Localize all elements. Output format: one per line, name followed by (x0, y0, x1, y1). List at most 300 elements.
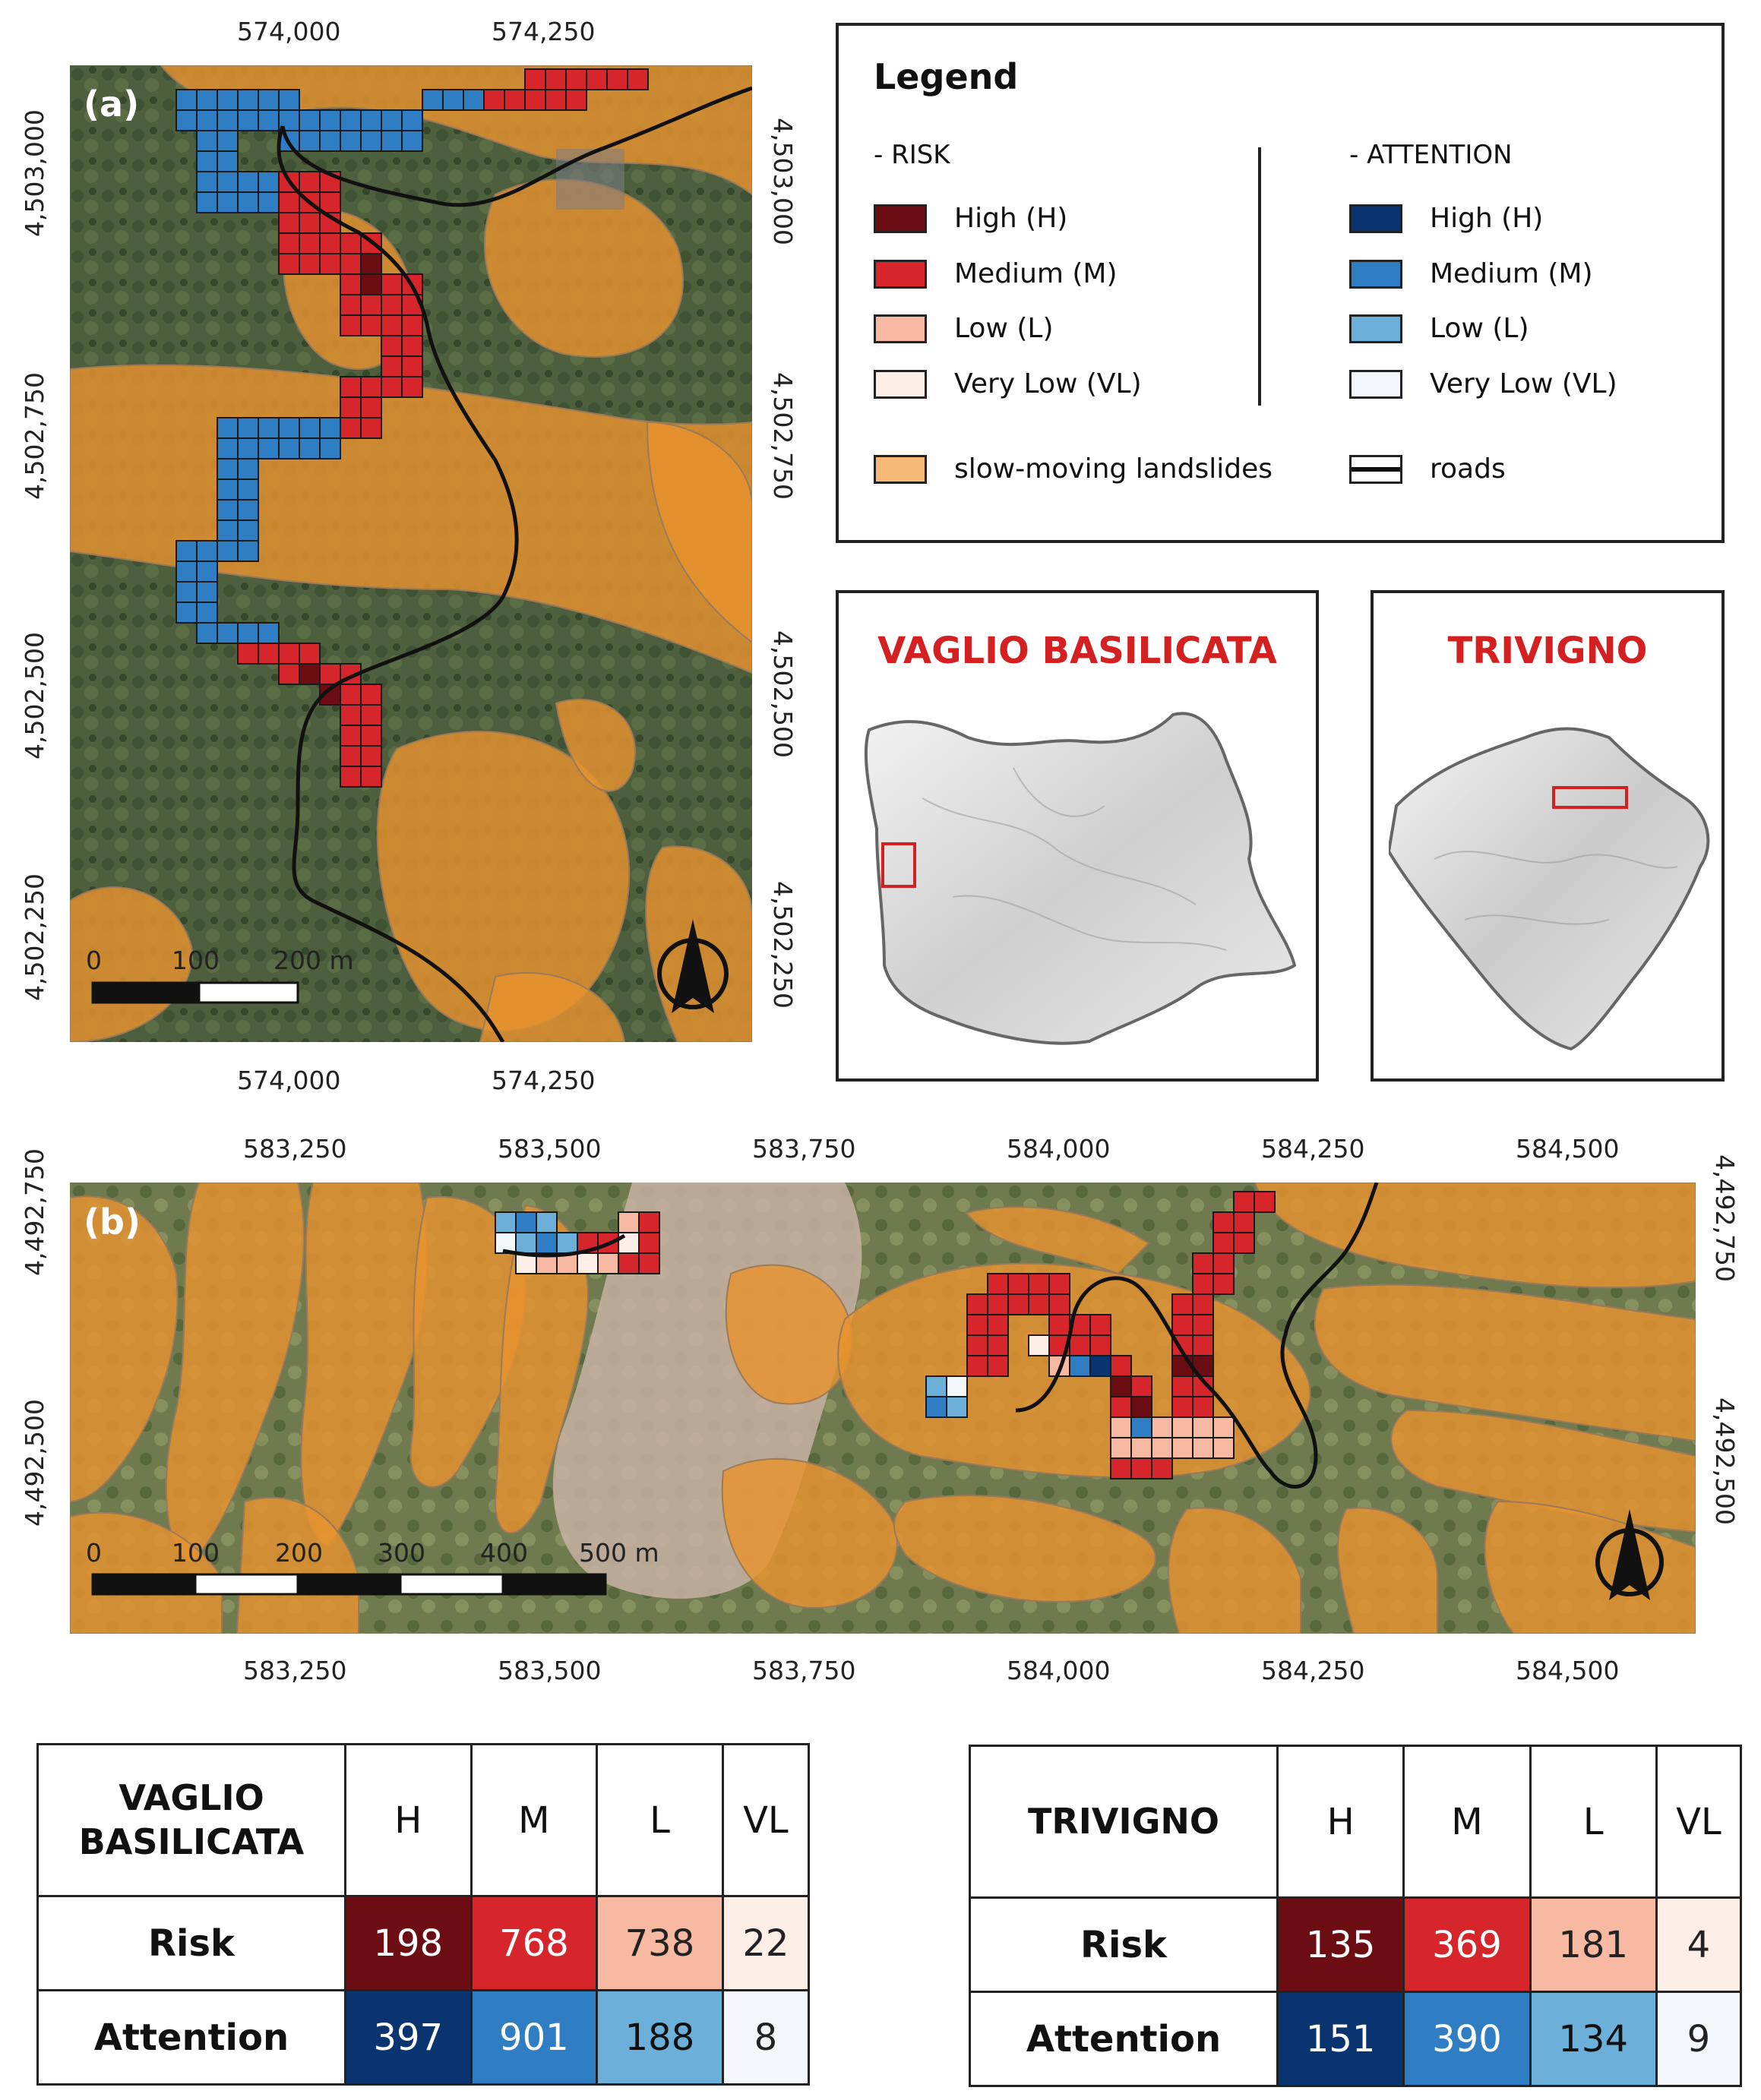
risk-cell (197, 541, 217, 561)
risk-cell (1193, 1294, 1213, 1315)
risk-cell (340, 110, 361, 131)
panel-b-xtick-top-2: 583,500 (498, 1134, 602, 1164)
legend-swatch (1349, 260, 1402, 289)
risk-cell (1131, 1397, 1152, 1417)
legend-label: High (H) (954, 203, 1068, 234)
risk-cell (197, 172, 217, 192)
risk-cell (279, 192, 299, 213)
risk-cell (217, 500, 238, 520)
risk-cell (217, 520, 238, 541)
risk-cell (238, 520, 258, 541)
risk-cell (1152, 1438, 1172, 1458)
risk-cell (299, 172, 320, 192)
panel-a-xtick-top-2: 574,250 (492, 17, 596, 46)
risk-cell (176, 110, 197, 131)
risk-cell (299, 643, 320, 664)
risk-cell (340, 705, 361, 725)
risk-cell (566, 69, 586, 90)
panel-a-scale-label-0: 0 (86, 946, 102, 975)
risk-cell (299, 254, 320, 274)
risk-cell (340, 254, 361, 274)
risk-cell (258, 418, 279, 438)
risk-cell (443, 90, 463, 110)
legend-risk-very-low (874, 368, 1142, 399)
panel-a-ytick-right-3: 4,502,500 (768, 630, 798, 758)
risk-cell (340, 684, 361, 705)
trivigno-risk-l: 181 (1530, 1898, 1656, 1992)
legend-risk-medium (874, 258, 1118, 289)
risk-cell (279, 233, 299, 254)
risk-cell (566, 90, 586, 110)
legend-label: Medium (M) (954, 258, 1118, 289)
risk-cell (1131, 1438, 1152, 1458)
risk-cell (361, 377, 381, 397)
risk-cell (217, 479, 238, 500)
risk-cell (176, 541, 197, 561)
risk-cell (988, 1356, 1008, 1376)
panel-b-xtick-bottom-3: 583,750 (752, 1656, 856, 1685)
risk-cell (422, 90, 443, 110)
risk-cell (988, 1274, 1008, 1294)
trivigno-risk-h: 135 (1278, 1898, 1404, 1992)
legend-label: slow-moving landslides (954, 453, 1273, 485)
risk-cell (618, 1253, 639, 1274)
risk-cell (402, 131, 422, 151)
risk-cell (340, 397, 361, 418)
risk-cell (1090, 1335, 1111, 1356)
vaglio-boundary-map (862, 707, 1299, 1056)
risk-cell (238, 500, 258, 520)
risk-cell (1008, 1274, 1029, 1294)
panel-a-xtick-top-1: 574,000 (237, 17, 341, 46)
legend-swatch (874, 260, 927, 289)
panel-a-ytick-right-4: 4,502,250 (768, 881, 798, 1009)
trivigno-boundary-map (1389, 722, 1715, 1056)
risk-cell (516, 1212, 536, 1233)
inset-vaglio-title: VAGLIO BASILICATA (877, 630, 1277, 672)
risk-cell (536, 1233, 557, 1253)
panel-b-xtick-bottom-4: 584,000 (1007, 1656, 1111, 1685)
risk-cell (217, 192, 238, 213)
risk-cell (1172, 1294, 1193, 1315)
risk-cell (1070, 1356, 1090, 1376)
risk-cell (628, 69, 648, 90)
risk-cell (197, 582, 217, 602)
vaglio-risk-h: 198 (346, 1896, 472, 1991)
risk-cell (381, 377, 402, 397)
legend-landslides (874, 453, 1273, 485)
legend-risk-heading: - RISK (874, 140, 950, 170)
risk-cell (926, 1397, 947, 1417)
risk-cell (1111, 1458, 1131, 1479)
risk-cell (525, 69, 545, 90)
risk-cell (381, 356, 402, 377)
legend-attention-low (1349, 313, 1529, 344)
risk-cell (197, 561, 217, 582)
panel-a-ytick-right-2: 4,502,750 (768, 372, 798, 500)
risk-cell (1131, 1376, 1152, 1397)
legend-attention-very-low (1349, 368, 1617, 399)
risk-cell (1193, 1315, 1213, 1335)
legend-label: Very Low (VL) (954, 368, 1142, 399)
panel-a-scale-label-2: 200 m (273, 946, 354, 975)
risk-cell (495, 1212, 516, 1233)
risk-cell (1213, 1233, 1234, 1253)
risk-cell (1172, 1417, 1193, 1438)
panel-b-scale-label-0: 0 (86, 1538, 102, 1568)
risk-cell (402, 356, 422, 377)
risk-cell (217, 110, 238, 131)
risk-cell (1213, 1253, 1234, 1274)
risk-cell (947, 1397, 967, 1417)
risk-cell (381, 274, 402, 295)
risk-cell (402, 315, 422, 336)
risk-cell (545, 69, 566, 90)
risk-cell (1193, 1335, 1213, 1356)
risk-cell (1213, 1417, 1234, 1438)
legend-risk-high (874, 203, 1067, 234)
risk-cell (279, 643, 299, 664)
panel-a-ytick-left-4: 4,502,250 (20, 873, 49, 1001)
trivigno-attention-vl: 9 (1656, 1992, 1740, 2086)
risk-cell (340, 766, 361, 787)
inset-trivigno-title: TRIVIGNO (1447, 630, 1648, 672)
risk-cell (381, 336, 402, 356)
risk-cell (197, 151, 217, 172)
risk-cell (258, 438, 279, 459)
risk-cell (238, 418, 258, 438)
legend-attention-heading: - ATTENTION (1349, 140, 1513, 170)
legend-swatch (1349, 314, 1402, 343)
risk-cell (1193, 1274, 1213, 1294)
risk-cell (1111, 1417, 1131, 1438)
panel-b-xtick-top-3: 583,750 (752, 1134, 856, 1164)
risk-cell (299, 664, 320, 684)
legend-swatch (1349, 370, 1402, 399)
risk-cell (402, 377, 422, 397)
legend-roads (1349, 453, 1506, 485)
risk-cell (988, 1294, 1008, 1315)
panel-a-label: (a) (84, 84, 140, 125)
risk-cell (516, 1233, 536, 1253)
risk-cell (639, 1253, 659, 1274)
risk-cell (320, 254, 340, 274)
panel-b-ytick-left-1: 4,492,750 (20, 1148, 49, 1276)
risk-cell (1193, 1253, 1213, 1274)
legend-swatch (1349, 204, 1402, 233)
risk-cell (299, 233, 320, 254)
risk-cell (320, 418, 340, 438)
panel-a-scale-bar (93, 983, 298, 1003)
risk-cell (1008, 1294, 1029, 1315)
panel-a-ytick-left-3: 4,502,500 (20, 632, 49, 759)
risk-cell (258, 643, 279, 664)
risk-cell (361, 254, 381, 274)
risk-cell (299, 213, 320, 233)
trivigno-row-attention-label: Attention (970, 1992, 1278, 2086)
panel-b-xtick-top-1: 583,250 (243, 1134, 347, 1164)
panel-b-scale-label-3: 300 (378, 1538, 425, 1568)
risk-cell (238, 623, 258, 643)
risk-cell (238, 643, 258, 664)
risk-cell (1193, 1397, 1213, 1417)
risk-cell (320, 438, 340, 459)
inset-vaglio (836, 590, 1319, 1082)
risk-cell (1049, 1274, 1070, 1294)
legend-risk-low (874, 313, 1053, 344)
risk-cell (1234, 1233, 1254, 1253)
trivigno-attention-l: 134 (1530, 1992, 1656, 2086)
risk-cell (320, 131, 340, 151)
risk-cell (1131, 1458, 1152, 1479)
risk-cell (1049, 1315, 1070, 1335)
risk-cell (1111, 1376, 1131, 1397)
risk-cell (1234, 1212, 1254, 1233)
trivigno-col-h: H (1278, 1746, 1404, 1898)
risk-cell (361, 110, 381, 131)
trivigno-row-risk-label: Risk (970, 1898, 1278, 1992)
panel-b-xtick-top-5: 584,250 (1261, 1134, 1365, 1164)
risk-cell (217, 151, 238, 172)
risk-cell (484, 90, 504, 110)
legend-label: Low (L) (1430, 313, 1529, 344)
risk-cell (1029, 1274, 1049, 1294)
risk-cell (1152, 1417, 1172, 1438)
trivigno-col-vl: VL (1656, 1746, 1740, 1898)
risk-cell (258, 172, 279, 192)
risk-cell (340, 418, 361, 438)
risk-cell (197, 623, 217, 643)
legend-label: High (H) (1430, 203, 1544, 234)
risk-cell (402, 336, 422, 356)
risk-cell (1070, 1335, 1090, 1356)
risk-cell (598, 1253, 618, 1274)
risk-cell (1254, 1192, 1275, 1212)
vaglio-col-l: L (597, 1745, 723, 1896)
vaglio-risk-m: 768 (471, 1896, 597, 1991)
risk-cell (197, 131, 217, 151)
panel-b-scale-bar (93, 1574, 605, 1594)
risk-cell (197, 602, 217, 623)
risk-cell (381, 315, 402, 336)
risk-cell (926, 1376, 947, 1397)
legend-swatch (874, 204, 927, 233)
legend-box (836, 23, 1725, 543)
risk-cell (361, 295, 381, 315)
panel-b-scale-label-1: 100 (172, 1538, 220, 1568)
vaglio-attention-l: 188 (597, 1991, 723, 2085)
vaglio-header-line-2: BASILICATA (78, 1821, 305, 1862)
panel-a-ytick-right-1: 4,503,000 (768, 118, 798, 245)
risk-cell (238, 110, 258, 131)
vaglio-risk-l: 738 (597, 1896, 723, 1991)
vaglio-row-attention-label: Attention (38, 1991, 346, 2085)
legend-label: roads (1430, 453, 1506, 485)
risk-cell (217, 541, 238, 561)
vaglio-attention-h: 397 (346, 1991, 472, 2085)
risk-cell (197, 90, 217, 110)
risk-cell (279, 90, 299, 110)
risk-cell (279, 213, 299, 233)
panel-b-xtick-top-4: 584,000 (1007, 1134, 1111, 1164)
risk-cell (361, 725, 381, 746)
risk-cell (1049, 1294, 1070, 1315)
risk-cell (299, 110, 320, 131)
legend-label: Medium (M) (1430, 258, 1593, 289)
risk-cell (988, 1315, 1008, 1335)
risk-cell (176, 90, 197, 110)
risk-cell (1090, 1356, 1111, 1376)
panel-b-ytick-right-1: 4,492,750 (1710, 1154, 1740, 1282)
risk-cell (1090, 1315, 1111, 1335)
risk-cell (279, 418, 299, 438)
vaglio-stats-table (36, 1743, 810, 2086)
risk-cell (320, 233, 340, 254)
vaglio-row-risk-label: Risk (38, 1896, 346, 1991)
risk-cell (402, 110, 422, 131)
risk-cell (258, 192, 279, 213)
panel-a-xtick-bottom-1: 574,000 (237, 1066, 341, 1095)
risk-cell (238, 459, 258, 479)
risk-cell (217, 623, 238, 643)
risk-cell (320, 192, 340, 213)
risk-cell (197, 110, 217, 131)
risk-cell (1172, 1376, 1193, 1397)
risk-cell (361, 315, 381, 336)
risk-cell (381, 295, 402, 315)
trivigno-table-header: TRIVIGNO (970, 1746, 1278, 1898)
risk-cell (988, 1335, 1008, 1356)
risk-cell (320, 110, 340, 131)
risk-cell (238, 172, 258, 192)
legend-label: Low (L) (954, 313, 1054, 344)
trivigno-col-l: L (1530, 1746, 1656, 1898)
risk-cell (967, 1294, 988, 1315)
risk-cell (176, 602, 197, 623)
risk-cell (340, 131, 361, 151)
risk-cell (463, 90, 484, 110)
risk-cell (217, 459, 238, 479)
vaglio-attention-vl: 8 (722, 1991, 808, 2085)
risk-cell (340, 315, 361, 336)
risk-cell (545, 90, 566, 110)
risk-cell (1111, 1438, 1131, 1458)
panel-b-scale-label-4: 400 (480, 1538, 528, 1568)
panel-b-scale-label-2: 200 (275, 1538, 323, 1568)
panel-b-xtick-top-6: 584,500 (1516, 1134, 1620, 1164)
risk-cell (238, 438, 258, 459)
legend-divider (1258, 147, 1261, 406)
risk-cell (607, 69, 628, 90)
risk-cell (1172, 1438, 1193, 1458)
risk-cell (176, 561, 197, 582)
trivigno-attention-m: 390 (1404, 1992, 1530, 2086)
risk-cell (361, 684, 381, 705)
risk-cell (361, 746, 381, 766)
panel-b-xtick-bottom-1: 583,250 (243, 1656, 347, 1685)
risk-cell (1213, 1274, 1234, 1294)
panel-b-ytick-left-2: 4,492,500 (20, 1399, 49, 1527)
risk-cell (361, 131, 381, 151)
trivigno-attention-h: 151 (1278, 1992, 1404, 2086)
panel-a-ytick-left-2: 4,502,750 (20, 372, 49, 500)
risk-cell (1213, 1438, 1234, 1458)
panel-b-scale-label-5: 500 m (579, 1538, 659, 1568)
risk-cell (258, 90, 279, 110)
vaglio-header-line-1: VAGLIO (119, 1777, 264, 1818)
risk-cell (279, 254, 299, 274)
risk-cell (217, 131, 238, 151)
risk-cell (340, 295, 361, 315)
risk-cell (299, 438, 320, 459)
trivigno-risk-vl: 4 (1656, 1898, 1740, 1992)
panel-a-scale-label-1: 100 (172, 946, 220, 975)
panel-b-label: (b) (84, 1202, 141, 1243)
panel-b-xtick-bottom-2: 583,500 (498, 1656, 602, 1685)
risk-cell (361, 397, 381, 418)
risk-cell (1213, 1212, 1234, 1233)
vaglio-col-h: H (346, 1745, 472, 1896)
risk-cell (1193, 1438, 1213, 1458)
risk-cell (381, 131, 402, 151)
risk-cell (299, 418, 320, 438)
risk-cell (947, 1376, 967, 1397)
risk-cell (176, 582, 197, 602)
risk-cell (1193, 1417, 1213, 1438)
risk-cell (258, 623, 279, 643)
risk-cell (340, 746, 361, 766)
risk-cell (238, 192, 258, 213)
risk-cell (361, 418, 381, 438)
legend-swatch (874, 370, 927, 399)
risk-cell (1029, 1294, 1049, 1315)
panel-a-ytick-left-1: 4,503,000 (20, 109, 49, 237)
risk-cell (536, 1212, 557, 1233)
panel-a-map (70, 65, 752, 1042)
risk-cell (1111, 1397, 1131, 1417)
risk-cell (361, 766, 381, 787)
risk-cell (217, 438, 238, 459)
legend-attention-high (1349, 203, 1543, 234)
vaglio-col-vl: VL (722, 1745, 808, 1896)
legend-title: Legend (874, 56, 1019, 97)
risk-cell (967, 1356, 988, 1376)
panel-b-xtick-bottom-5: 584,250 (1261, 1656, 1365, 1685)
vaglio-col-m: M (471, 1745, 597, 1896)
risk-cell (299, 131, 320, 151)
trivigno-risk-m: 369 (1404, 1898, 1530, 1992)
risk-cell (1172, 1315, 1193, 1335)
risk-cell (217, 418, 238, 438)
vaglio-risk-vl: 22 (722, 1896, 808, 1991)
risk-cell (361, 274, 381, 295)
risk-cell (381, 110, 402, 131)
risk-cell (217, 172, 238, 192)
panel-b-xtick-bottom-6: 584,500 (1516, 1656, 1620, 1685)
risk-cell (361, 705, 381, 725)
vaglio-attention-m: 901 (471, 1991, 597, 2085)
legend-attention-medium (1349, 258, 1593, 289)
risk-cell (340, 274, 361, 295)
risk-cell (340, 233, 361, 254)
risk-cell (1029, 1335, 1049, 1356)
legend-swatch (874, 314, 927, 343)
risk-cell (504, 90, 525, 110)
risk-cell (586, 69, 607, 90)
risk-cell (1234, 1192, 1254, 1212)
trivigno-stats-table (969, 1745, 1742, 2087)
risk-cell (279, 438, 299, 459)
